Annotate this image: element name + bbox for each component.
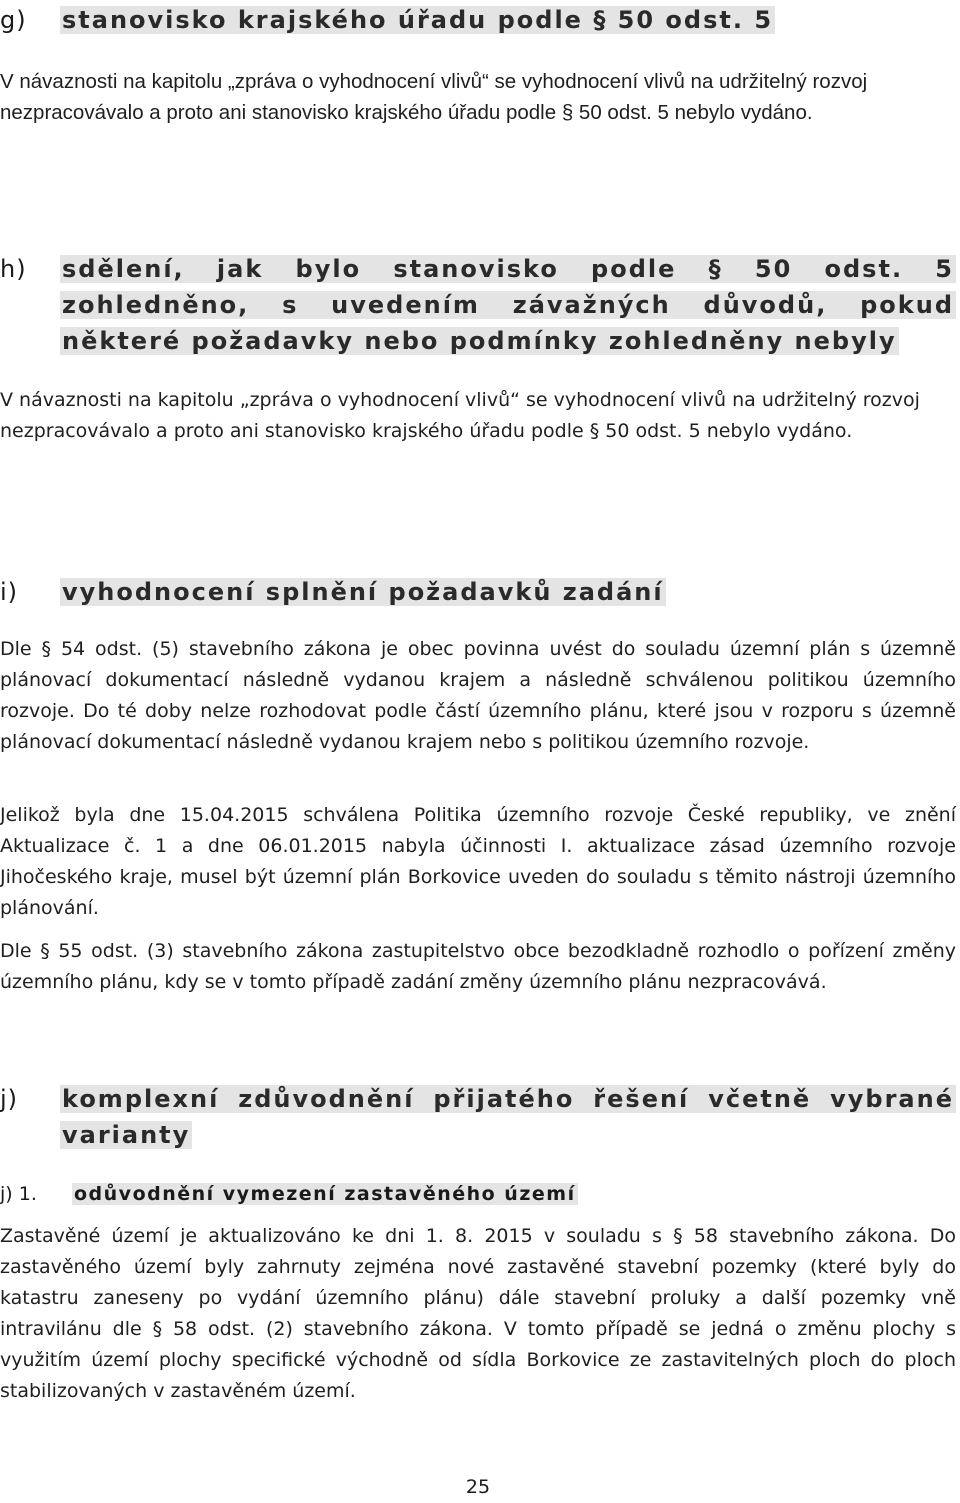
section-i-paragraph-3: Dle § 55 odst. (3) stavebního zákona zastupitelstvo obce bezodkladně rozhodlo o pořízení změny územního plánu, kdy se v tomto případě zadání změny územního plánu nezpracovává. — [0, 940, 956, 993]
section-g-title: stanovisko krajského úřadu podle § 50 odst. 5 — [62, 6, 774, 34]
section-j1-body: Zastavěné území je aktualizováno ke dni 1. 8. 2015 v souladu s § 58 stavebního zákona. Do zastavěného území byly zahrnuty zejména nové zastavěné stavební pozemky (které byly do katastru zaneseny po vydání územního plánu) dále stavební proluky a další pozemky vně intravilánu dle § 58 odst. (2) stavebního zákona. V tomto případě se jedná o změnu plochy s využitím území plochy specifické východně od sídla Borkovice ze zastavitelných ploch do ploch stabilizovaných v zastavěném území. — [0, 1225, 956, 1402]
section-g-letter: g) — [0, 6, 27, 34]
section-h-letter: h) — [0, 255, 27, 283]
section-i-title: vyhodnocení splnění požadavků zadání — [62, 578, 664, 606]
section-g-heading — [0, 2, 956, 38]
section-j1-label: j) 1. — [0, 1183, 37, 1205]
page-number: 25 — [465, 1476, 491, 1498]
section-j1-title: odůvodnění vymezení zastavěného území — [74, 1183, 576, 1205]
section-j-title: komplexní zdůvodnění přijatého řešení včetně vybrané varianty — [62, 1085, 954, 1149]
section-i-paragraph-1: Dle § 54 odst. (5) stavebního zákona je obec povinna uvést do souladu územní plán s územně plánovací dokumentací následně vydanou krajem a následně schválenou politikou územního rozvoje. Do té doby nelze rozhodovat podle částí územního plánu, které jsou v rozporu s územně plánovací dokumentací následně vydanou krajem nebo s politikou územního rozvoje. — [0, 638, 956, 753]
section-i-heading — [0, 574, 956, 610]
section-j1-heading — [0, 1179, 956, 1209]
section-i-letter: i) — [0, 578, 19, 606]
section-j-heading — [0, 1081, 956, 1153]
section-h-heading — [0, 251, 956, 359]
section-j-letter: j) — [0, 1085, 19, 1113]
section-i-paragraph-2: Jelikož byla dne 15.04.2015 schválena Politika územního rozvoje České republiky, ve znění Aktualizace č. 1 a dne 06.01.2015 nabyla účinnosti I. aktualizace zásad územního rozvoje Jihočeského kraje, musel být územní plán Borkovice uveden do souladu s těmito nástroji územního plánování. — [0, 804, 956, 919]
section-h-body: V návaznosti na kapitolu „zpráva o vyhodnocení vlivů“ se vyhodnocení vlivů na udržitelný rozvoj nezpracovávalo a proto ani stanovisko krajského úřadu podle § 50 odst. 5 nebylo vydáno. — [0, 389, 920, 442]
section-h-title: sdělení, jak bylo stanovisko podle § 50 odst. 5 zohledněno, s uvedením závažných důvodů, pokud některé požadavky nebo podmínky zohledněny nebyly — [62, 255, 954, 355]
section-g-body: V návaznosti na kapitolu „zpráva o vyhodnocení vlivů“ se vyhodnocení vlivů na udržitelný rozvoj nezpracovávalo a proto ani stanovisko krajského úřadu podle § 50 odst. 5 nebylo vydáno. — [0, 70, 868, 124]
